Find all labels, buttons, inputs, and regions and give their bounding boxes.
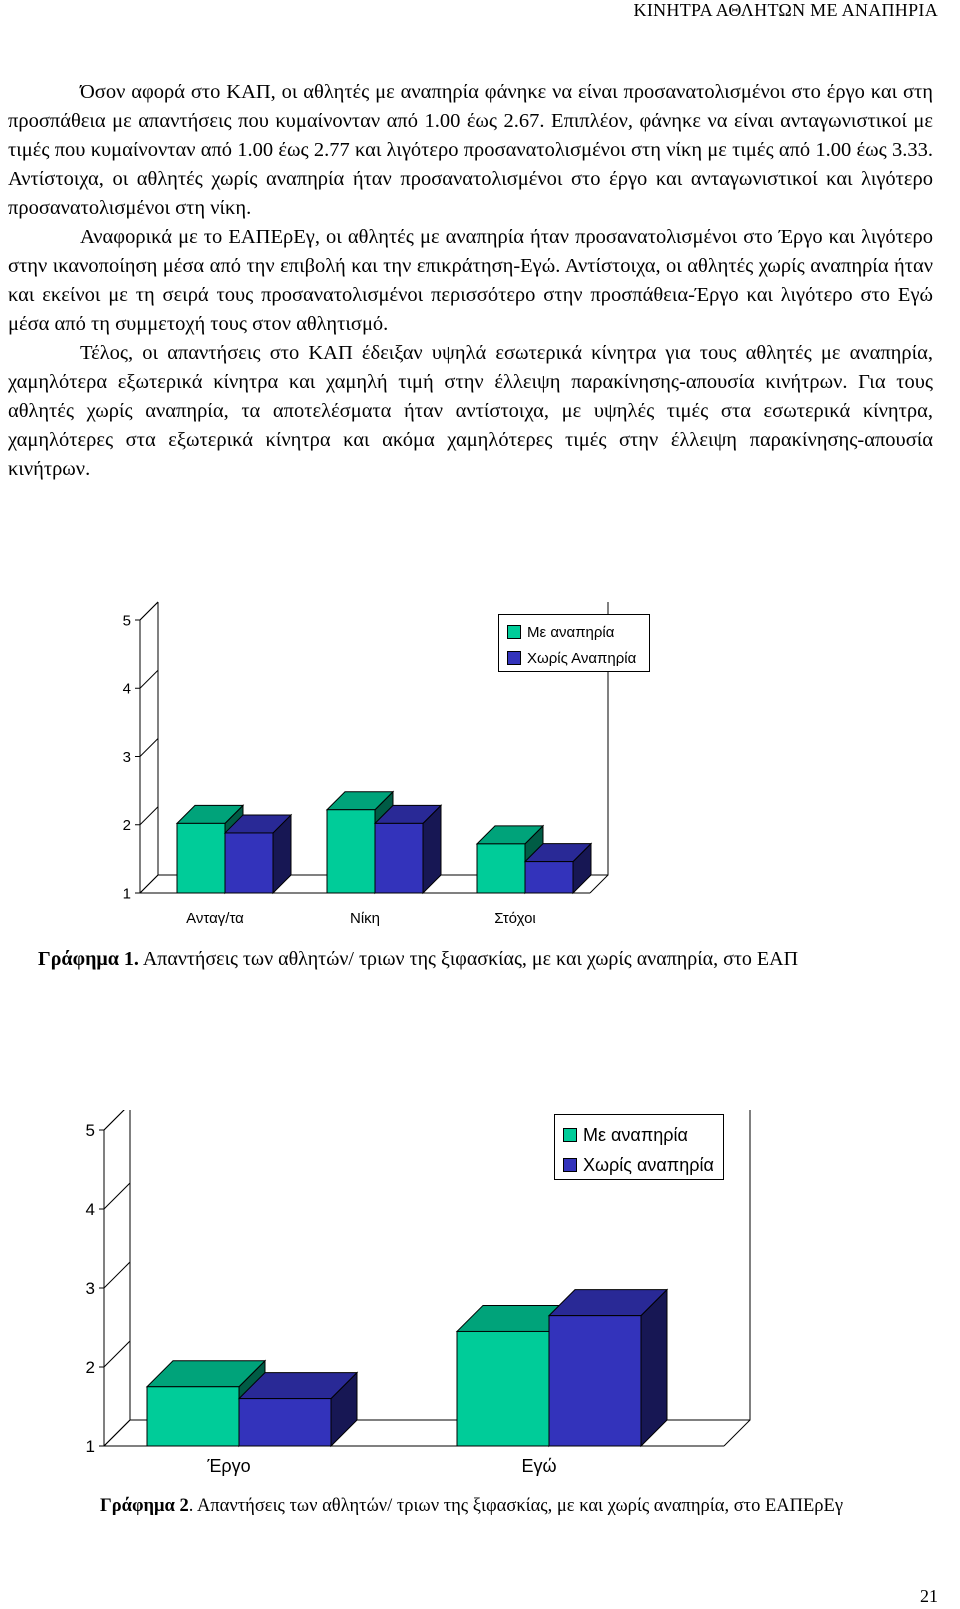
wall-edge	[104, 1110, 130, 1130]
y-tick-diagonal	[104, 1420, 130, 1446]
body-text	[8, 78, 933, 484]
floor-edge	[724, 1420, 750, 1446]
legend-label: Χωρίς αναπηρία	[583, 1154, 714, 1175]
y-tick-label: 4	[122, 680, 131, 698]
x-tick-label: Νίκη	[349, 910, 381, 927]
y-tick-label: 3	[85, 1278, 95, 1298]
bar	[477, 844, 525, 893]
x-tick-label: Εγώ	[521, 1456, 557, 1476]
legend-label: Χωρίς Αναπηρία	[527, 649, 637, 667]
legend-swatch	[507, 625, 521, 639]
y-tick-diagonal	[104, 1262, 130, 1288]
legend-item	[507, 619, 649, 645]
legend-swatch	[563, 1128, 577, 1142]
legend-item	[563, 1150, 723, 1180]
paragraph: Αναφορικά με το ΕΑΠΕρΕγ, οι αθλητές με αναπηρία ήταν προσανατολισμένοι στο Έργο και λιγότερο στην ικανοποίηση μέσα από την επιβολή και την επικράτηση-Εγώ. Αντίστοιχα, οι αθλητές χωρίς αναπηρία ήταν και εκείνοι με τη σειρά τους προσανατολισμένοι περισσότερο στην προσπάθεια-Έργο και λιγότερο στο Εγώ μέσα από τη συμμετοχή τους στον αθλητισμό.	[8, 226, 933, 335]
y-tick-diagonal	[140, 807, 158, 825]
y-tick-label: 5	[85, 1120, 95, 1140]
caption-label: Γράφημα 1.	[38, 948, 139, 970]
bar	[549, 1316, 641, 1446]
chart-1	[0, 590, 960, 970]
page-number: 21	[920, 1586, 938, 1606]
bar	[239, 1399, 331, 1446]
caption-label: Γράφημα 2	[100, 1496, 189, 1516]
x-tick-label: Έργο	[207, 1456, 251, 1476]
legend-item	[507, 645, 649, 671]
bar	[327, 810, 375, 893]
caption-text: Απαντήσεις των αθλητών/ τριων της ξιφασκίας, με και χωρίς αναπηρία, στο ΕΑΠ	[138, 948, 799, 970]
bar	[177, 823, 225, 893]
bar	[525, 862, 573, 893]
running-header: ΚΙΝΗΤΡΑ ΑΘΛΗΤΩΝ ΜΕ ΑΝΑΠΗΡΙΑ	[633, 0, 938, 20]
y-tick-label: 2	[122, 817, 131, 834]
y-tick-label: 5	[122, 612, 131, 630]
y-tick-label: 1	[122, 885, 131, 903]
bar	[147, 1387, 239, 1446]
chart-1-legend	[498, 614, 650, 672]
legend-item	[563, 1120, 723, 1150]
legend-label: Με αναπηρία	[527, 623, 615, 641]
chart-2-caption	[100, 1496, 843, 1517]
legend-label: Με αναπηρία	[583, 1124, 688, 1145]
y-tick-diagonal	[140, 670, 158, 688]
y-tick-diagonal	[140, 602, 158, 620]
chart-2-legend	[554, 1114, 724, 1180]
chart-2	[0, 1110, 960, 1516]
floor-edge	[590, 875, 608, 893]
paragraph: Όσον αφορά στο ΚΑΠ, οι αθλητές με αναπηρία φάνηκε να είναι προσανατολισμένοι στο έργο και στη προσπάθεια με απαντήσεις που κυμαίνονταν από 1.00 έως 2.67. Επιπλέον, φάνηκε να είναι ανταγωνιστικοί με τιμές που κυμαίνονταν από 1.00 έως 2.77 και λιγότερο προσανατολισμένοι στη νίκη με τιμές από 1.00 έως 3.33. Αντίστοιχα, οι αθλητές χωρίς αναπηρία ήταν προσανατολισμένοι στο έργο και ανταγωνιστικοί και λιγότερο προσανατολισμένοι στη νίκη.	[8, 81, 933, 219]
chart-1-caption	[38, 948, 798, 971]
y-tick-label: 2	[85, 1357, 95, 1377]
y-tick-label: 3	[122, 748, 131, 766]
y-tick-diagonal	[140, 739, 158, 757]
chart-1-svg	[0, 590, 960, 930]
y-tick-diagonal	[104, 1341, 130, 1367]
chart-2-svg	[0, 1110, 960, 1500]
legend-swatch	[507, 651, 521, 665]
bar	[375, 823, 423, 893]
y-tick-diagonal	[104, 1183, 130, 1209]
y-tick-label: 4	[85, 1199, 95, 1219]
caption-text: . Απαντήσεις των αθλητών/ τριων της ξιφασκίας, με και χωρίς αναπηρία, στο ΕΑΠΕρΕγ	[188, 1496, 844, 1516]
y-tick-diagonal	[140, 875, 158, 893]
bar	[225, 833, 273, 893]
bar-side	[641, 1290, 667, 1446]
legend-swatch	[563, 1158, 577, 1172]
y-tick-label: 1	[85, 1436, 95, 1456]
bar	[457, 1331, 549, 1446]
paragraph: Τέλος, οι απαντήσεις στο ΚΑΠ έδειξαν υψηλά εσωτερικά κίνητρα για τους αθλητές με αναπηρία, χαμηλότερα εξωτερικά κίνητρα και χαμηλή τιμή στην έλλειψη παρακίνησης-απουσία κινήτρων. Για τους αθλητές χωρίς αναπηρία, τα αποτελέσματα ήταν αντίστοιχα, με υψηλές τιμές στα εσωτερικά κίνητρα, χαμηλότερες στα εξωτερικά κίνητρα και ακόμα χαμηλότερες τιμές στην έλλειψη παρακίνησης-απουσία κινήτρων.	[8, 342, 933, 480]
x-tick-label: Στόχοι	[494, 910, 536, 927]
x-tick-label: Ανταγ/τα	[186, 910, 244, 927]
y-tick-diagonal	[104, 1110, 130, 1130]
